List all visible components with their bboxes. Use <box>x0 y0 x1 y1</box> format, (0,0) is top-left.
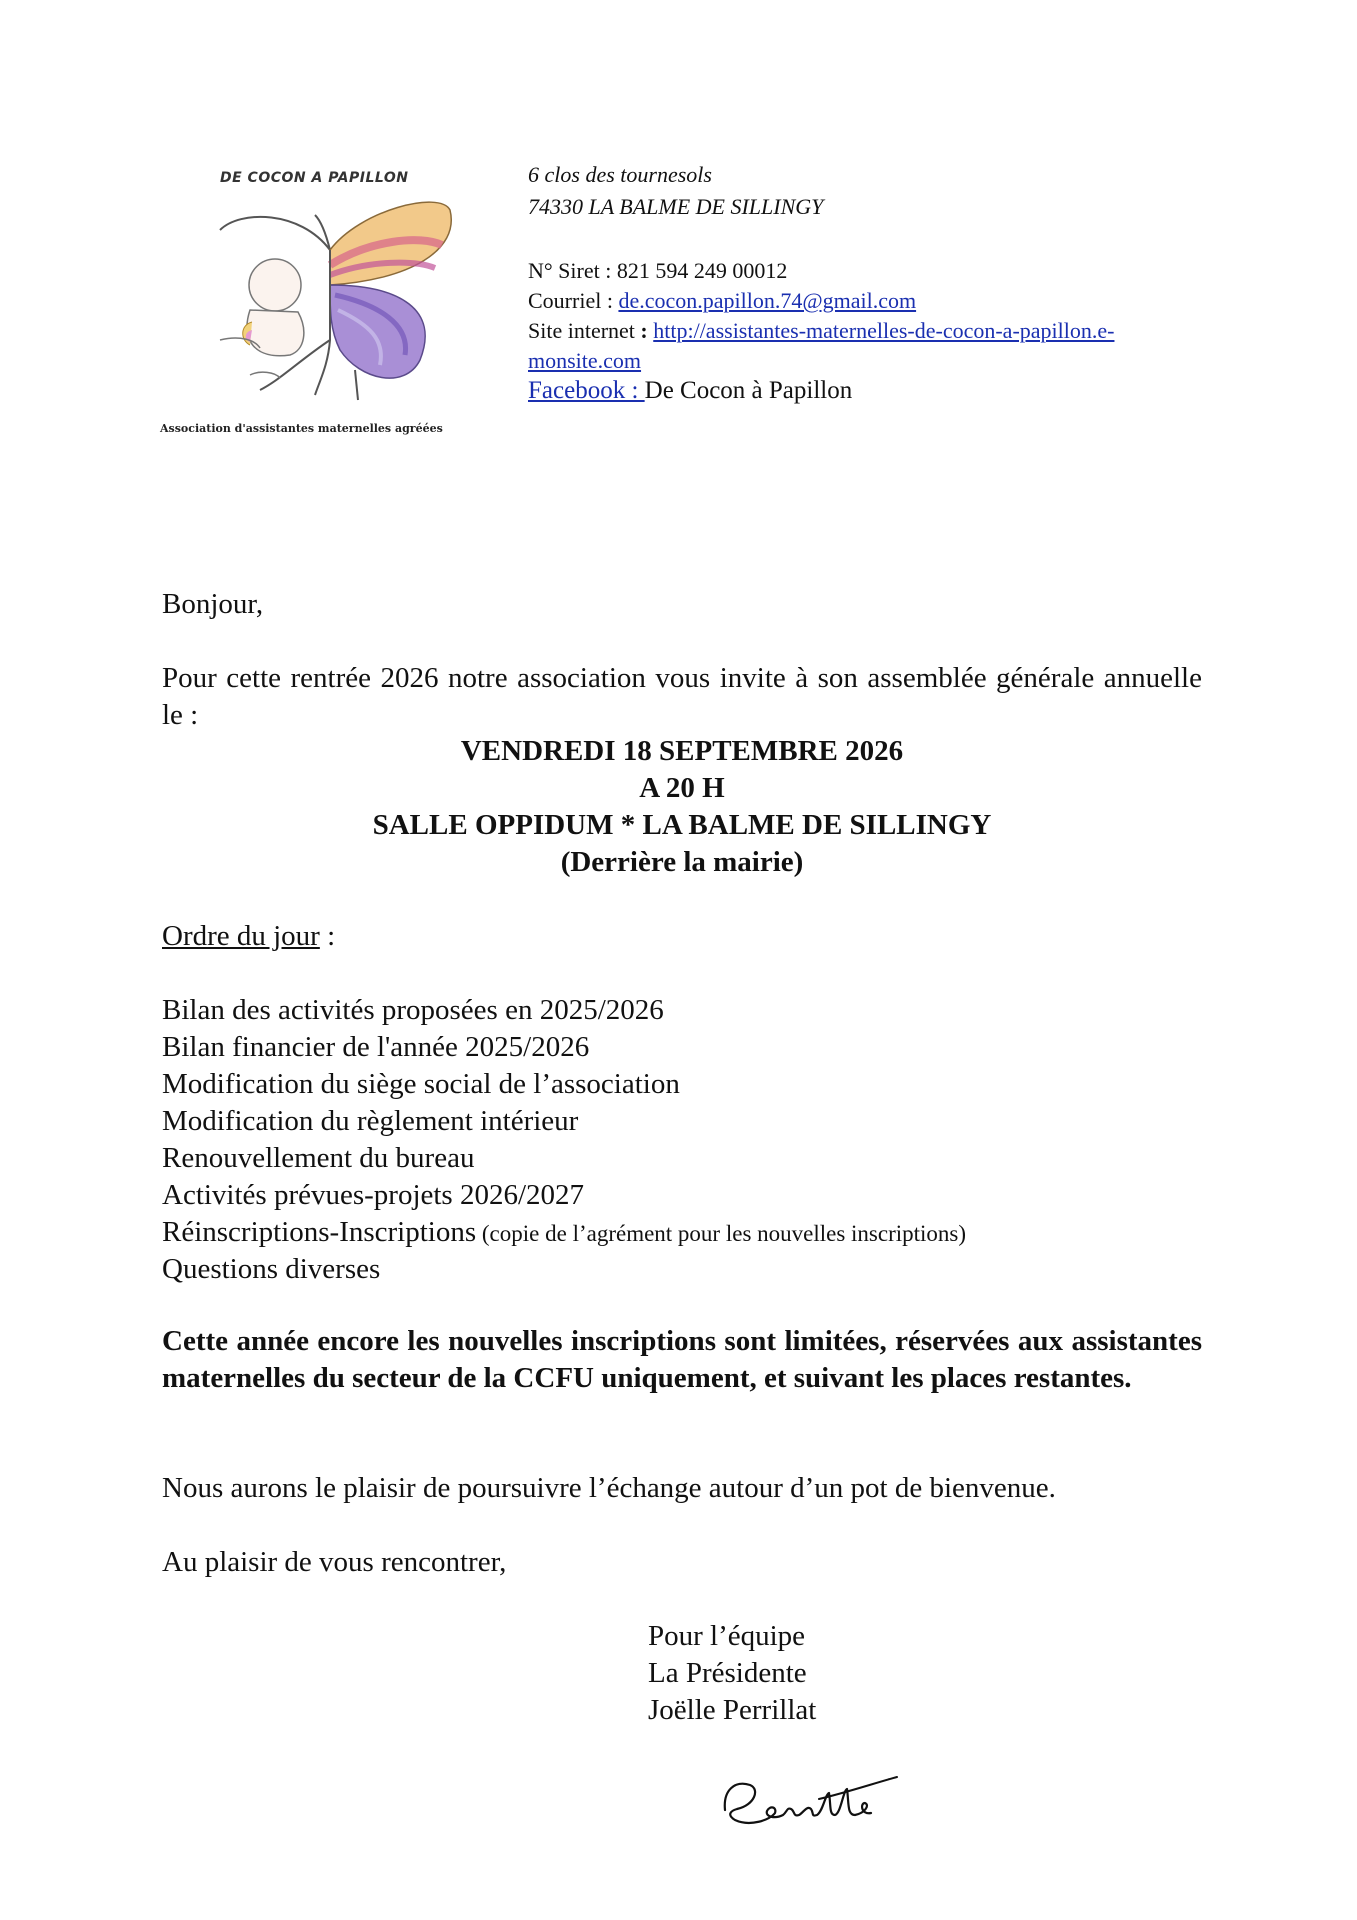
agenda-item: Bilan des activités proposées en 2025/2026 <box>162 994 664 1026</box>
signature-line-1: Pour l’équipe <box>648 1620 806 1652</box>
agenda-item-text: Réinscriptions-Inscriptions <box>162 1216 477 1248</box>
event-time: A 20 H <box>639 772 725 804</box>
siret-value: 821 594 249 00012 <box>616 258 788 283</box>
agenda-item: Modification du règlement intérieur <box>162 1105 579 1137</box>
siret-label: N° Siret : <box>528 258 617 283</box>
website-line-1 <box>528 316 1114 346</box>
agenda-item: Modification du siège social de l’association <box>162 1068 680 1100</box>
facebook-value: De Cocon à Papillon <box>644 377 853 404</box>
email-link[interactable]: de.cocon.papillon.74@gmail.com <box>618 288 917 313</box>
event-note: (Derrière la mairie) <box>560 846 804 878</box>
address-line-2: 74330 LA BALME DE SILLINGY <box>528 194 824 219</box>
agenda-item: Renouvellement du bureau <box>162 1142 475 1174</box>
association-logo <box>160 160 500 450</box>
facebook-label-link[interactable]: Facebook : <box>528 377 645 404</box>
handwritten-signature <box>715 1765 905 1835</box>
address-line-1: 6 clos des tournesols <box>528 162 712 187</box>
logo-subtitle: Association d'assistantes maternelles agréées <box>160 422 443 435</box>
signature-line-2: La Présidente <box>648 1657 807 1689</box>
facebook-line <box>528 376 852 406</box>
agenda-item <box>162 1214 966 1252</box>
agenda-item: Bilan financier de l'année 2025/2026 <box>162 1031 590 1063</box>
registration-notice: Cette année encore les nouvelles inscriptions sont limitées, réservées aux assistantes maternelles du secteur de la CCFU uniquement, et suivant les places restantes. <box>162 1325 1202 1394</box>
butterfly-baby-illustration <box>180 190 480 420</box>
agenda-heading <box>162 918 335 955</box>
email-label: Courriel : <box>528 288 619 313</box>
closing-line-2: Au plaisir de vous rencontrer, <box>162 1546 507 1578</box>
agenda-item-note: (copie de l’agrément pour les nouvelles inscriptions) <box>476 1221 967 1246</box>
logo-title: DE COCON A PAPILLON <box>220 170 409 186</box>
event-place: SALLE OPPIDUM * LA BALME DE SILLINGY <box>372 809 992 841</box>
email-line <box>528 286 916 316</box>
website-link-part-1[interactable]: http://assistantes-maternelles-de-cocon-a-papillon.e- <box>653 318 1115 343</box>
agenda-item: Activités prévues-projets 2026/2027 <box>162 1179 585 1211</box>
agenda-item: Questions diverses <box>162 1253 381 1285</box>
siret-line <box>528 256 787 286</box>
website-line-2 <box>528 346 641 376</box>
signature-line-3: Joëlle Perrillat <box>648 1694 817 1726</box>
intro-paragraph: Pour cette rentrée 2026 notre association vous invite à son assemblée générale annuelle le : <box>162 662 1202 731</box>
website-colon: : <box>640 318 648 343</box>
website-label: Site internet <box>528 318 641 343</box>
agenda-title: Ordre du jour <box>162 920 320 952</box>
website-link-part-2[interactable]: monsite.com <box>528 348 642 373</box>
event-date: VENDREDI 18 SEPTEMBRE 2026 <box>460 735 904 767</box>
agenda-colon: : <box>319 920 336 952</box>
greeting: Bonjour, <box>162 588 264 620</box>
closing-line-1: Nous aurons le plaisir de poursuivre l’échange autour d’un pot de bienvenue. <box>162 1472 1056 1504</box>
